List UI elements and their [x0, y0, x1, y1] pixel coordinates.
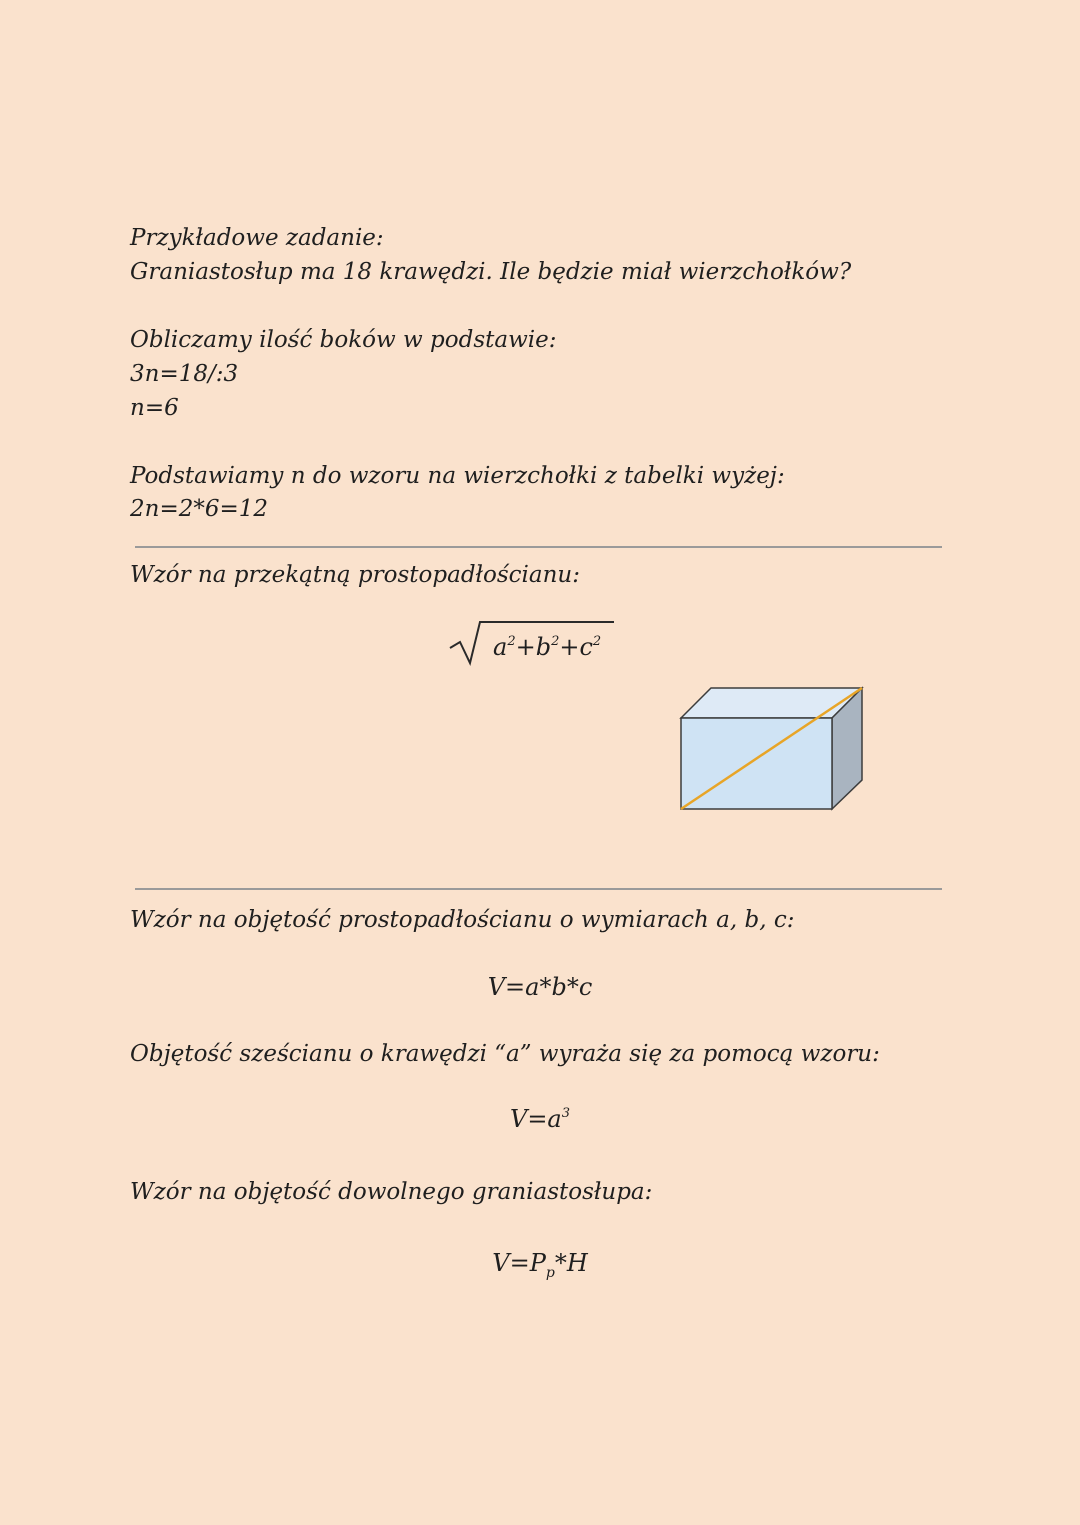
divider-2 — [135, 888, 942, 890]
prism-volume-formula — [0, 1248, 1080, 1281]
step2-equation: 2n=2*6=12 — [130, 496, 269, 522]
step1-label: Obliczamy ilość boków w podstawie: — [130, 327, 557, 353]
example-question: Graniastosłup ma 18 krawędzi. Ile będzie miał wierzchołków? — [130, 259, 852, 285]
cube-formula-base: V=a — [509, 1105, 562, 1133]
cube-volume-heading: Objętość sześcianu o krawędzi “a” wyraża się za pomocą wzoru: — [130, 1041, 880, 1067]
example-heading: Przykładowe zadanie: — [130, 225, 384, 251]
step1-equation-2: n=6 — [130, 395, 179, 421]
diagonal-heading: Wzór na przekątną prostopadłościanu: — [130, 562, 580, 588]
cuboid-diagonal-figure — [672, 680, 872, 820]
formula-exponent-b: 2 — [551, 634, 560, 649]
cube-volume-formula — [0, 1104, 1080, 1134]
formula-exponent-a: 2 — [507, 634, 516, 649]
prism-formula-start: V=P — [492, 1249, 546, 1277]
step2-label: Podstawiamy n do wzoru na wierzchołki z tabelki wyżej: — [130, 463, 785, 489]
formula-exponent-c: 2 — [592, 634, 602, 649]
prism-volume-heading: Wzór na objętość dowolnego graniastosłupa: — [130, 1179, 653, 1205]
cuboid-top-face — [681, 688, 862, 718]
formula-term-c: +c — [559, 633, 593, 661]
prism-formula-subscript: p — [545, 1265, 555, 1281]
cuboid-volume-heading: Wzór na objętość prostopadłościanu o wymiarach a, b, c: — [130, 907, 795, 933]
diagonal-formula — [493, 632, 601, 662]
divider-1 — [135, 546, 942, 548]
prism-formula-end: *H — [554, 1249, 588, 1277]
step1-equation-1: 3n=18/:3 — [130, 361, 239, 387]
cuboid-volume-formula: V=a*b*c — [487, 973, 593, 1001]
formula-term-b: +b — [515, 633, 552, 661]
formula-term-a: a — [493, 633, 508, 661]
cube-formula-exponent: 3 — [561, 1106, 571, 1121]
